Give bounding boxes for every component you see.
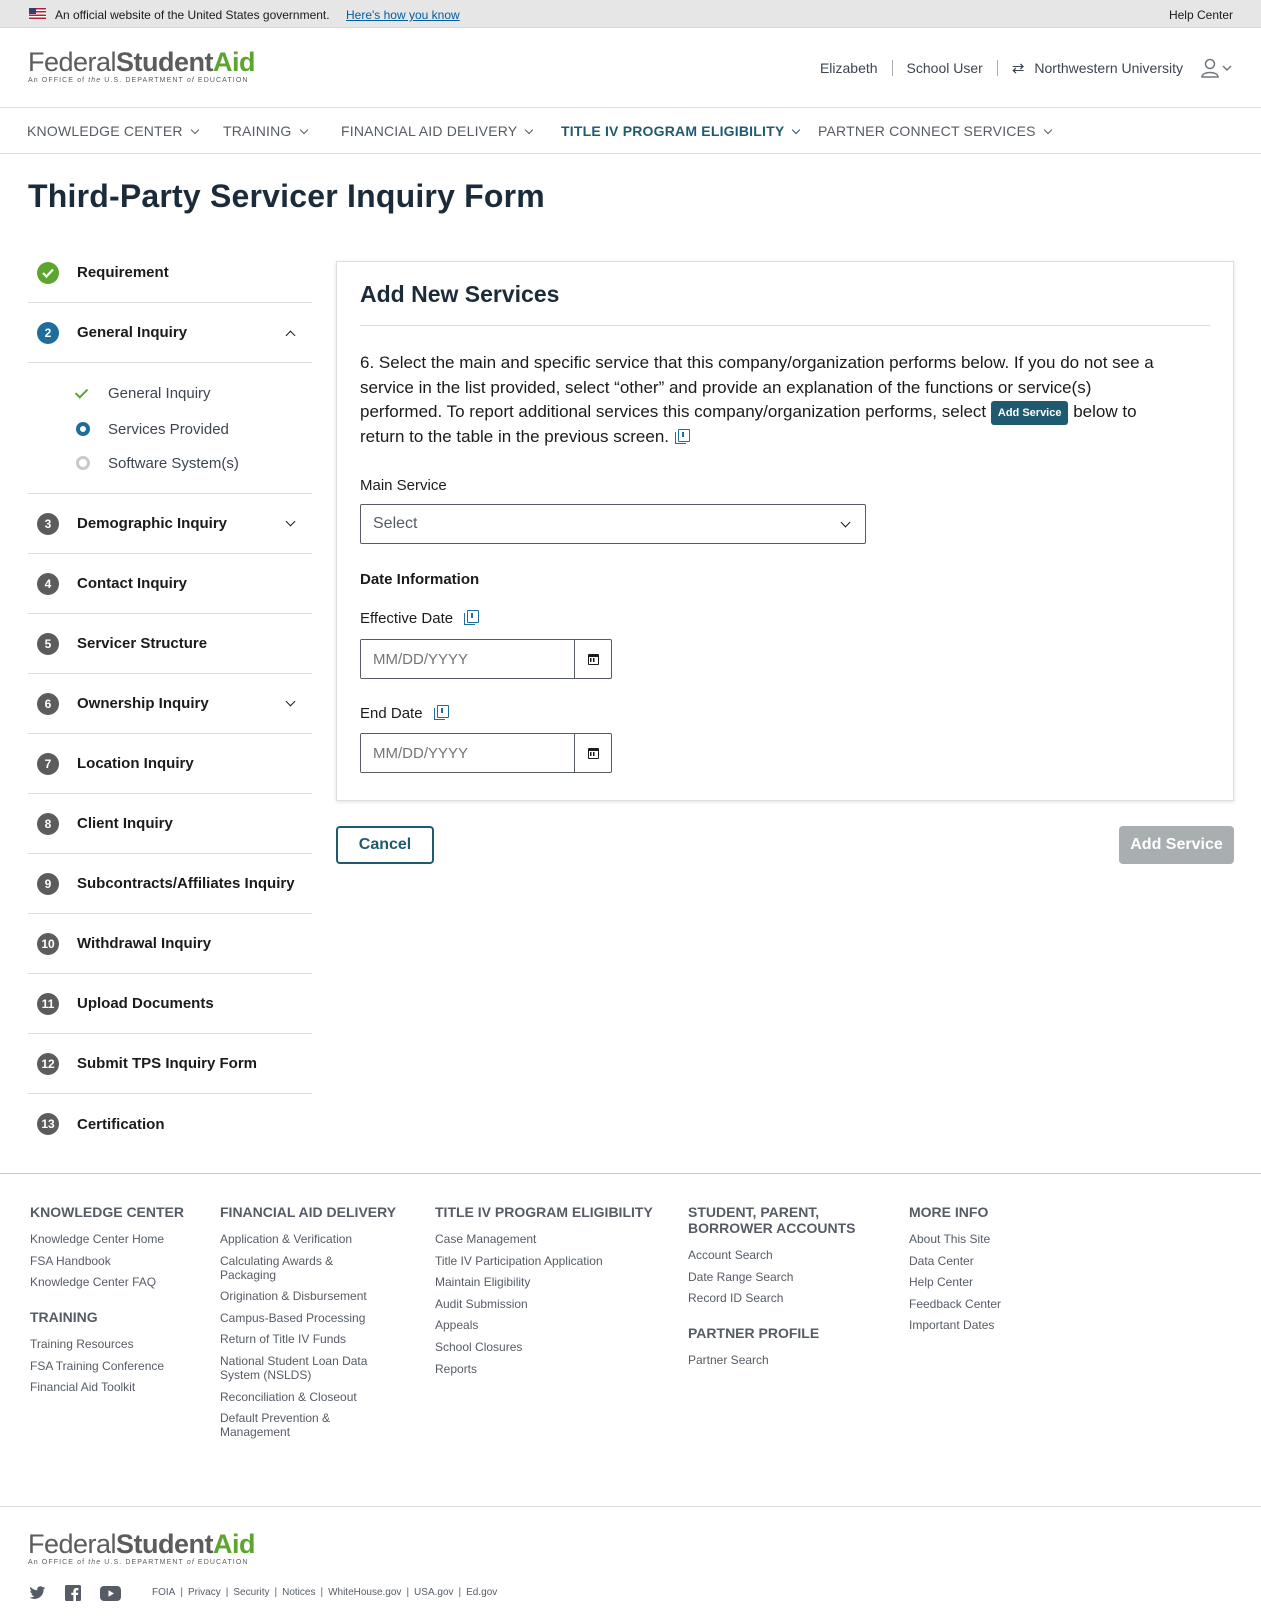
step-upload-documents[interactable] — [28, 974, 312, 1034]
info-icon[interactable] — [434, 705, 448, 719]
step-number: 7 — [37, 753, 59, 775]
add-services-card — [336, 261, 1234, 801]
end-date-input[interactable] — [361, 734, 575, 772]
footer-link[interactable]: Account Search — [688, 1248, 773, 1262]
substep-services-provided[interactable] — [28, 411, 312, 447]
footer-link[interactable]: Reconciliation & Closeout — [220, 1389, 357, 1404]
logo-aid-text: Aid — [213, 1529, 256, 1559]
chevron-down-icon — [841, 518, 851, 528]
select-value: Select — [373, 515, 418, 532]
privacy-link[interactable]: Privacy — [187, 1587, 221, 1598]
chevron-up-icon[interactable] — [286, 331, 296, 341]
heres-how-you-know-link[interactable]: Here's how you know — [346, 8, 460, 22]
footer-heading: TRAINING — [30, 1309, 98, 1326]
footer-link[interactable]: Knowledge Center FAQ — [30, 1275, 157, 1290]
separator: | — [406, 1587, 410, 1598]
main-nav — [0, 108, 1261, 154]
gov-banner — [0, 0, 1261, 28]
question-text-part: below to return to the table in the previous screen. — [360, 402, 1137, 446]
step-number: 2 — [37, 322, 59, 344]
footer-link[interactable]: Title IV Participation Application — [435, 1253, 603, 1268]
notices-link[interactable]: Notices — [282, 1587, 316, 1598]
whitehouse-link[interactable]: WhiteHouse.gov — [328, 1587, 402, 1598]
step-location-inquiry[interactable] — [28, 734, 312, 794]
foia-link[interactable]: FOIA — [152, 1587, 176, 1598]
pending-step-icon — [76, 456, 90, 470]
step-number: 12 — [37, 1053, 59, 1075]
end-date-label: End Date — [360, 705, 448, 722]
logo-aid-text: Aid — [213, 47, 256, 77]
divider — [997, 60, 998, 76]
step-requirement[interactable] — [28, 243, 312, 303]
footer-link[interactable]: Origination & Disbursement — [220, 1289, 367, 1304]
step-contact-inquiry[interactable] — [28, 554, 312, 614]
footer-fsa-logo[interactable] — [28, 1530, 255, 1566]
step-label: Ownership Inquiry — [77, 695, 209, 712]
step-general-inquiry[interactable] — [28, 303, 312, 363]
nav-title-iv-program-eligibility[interactable]: TITLE IV PROGRAM ELIGIBILITY — [561, 123, 799, 139]
footer-col-accounts — [688, 1204, 868, 1379]
step-demographic-inquiry[interactable] — [28, 494, 312, 554]
footer-link[interactable]: Partner Search — [688, 1353, 769, 1368]
step-label: General Inquiry — [77, 324, 188, 341]
substep-label: Software System(s) — [108, 454, 239, 472]
step-number: 13 — [37, 1113, 59, 1135]
effective-date-field — [360, 639, 612, 679]
gov-banner-text: An official website of the United States government. — [55, 8, 330, 22]
footer-link[interactable]: School Closures — [435, 1339, 523, 1354]
step-number: 8 — [37, 813, 59, 835]
step-label: Withdrawal Inquiry — [77, 935, 212, 952]
user-role: School User — [906, 60, 983, 76]
footer-col-title-iv — [435, 1204, 665, 1383]
info-icon[interactable] — [464, 610, 478, 624]
end-date-field — [360, 733, 612, 773]
footer-link[interactable]: About This Site — [909, 1232, 991, 1246]
chevron-down-icon — [190, 126, 198, 134]
effective-date-label: Effective Date — [360, 610, 478, 627]
step-servicer-structure[interactable] — [28, 614, 312, 674]
footer-col-fad — [220, 1204, 397, 1447]
footer-link[interactable]: FSA Training Conference — [30, 1358, 165, 1373]
ed-gov-link[interactable]: Ed.gov — [466, 1587, 498, 1598]
substep-software-systems[interactable] — [28, 447, 312, 479]
step-number: 10 — [37, 933, 59, 955]
help-center-link[interactable]: Help Center — [1168, 8, 1233, 22]
logo-subtitle: An OFFICE of the U.S. DEPARTMENT of EDUCATION — [28, 77, 249, 84]
chevron-down-icon — [299, 126, 307, 134]
substep-label: General Inquiry — [108, 384, 211, 402]
site-header — [0, 28, 1261, 108]
question-text — [360, 351, 1160, 450]
security-link[interactable]: Security — [233, 1587, 270, 1598]
youtube-icon[interactable] — [100, 1586, 121, 1601]
step-certification[interactable] — [28, 1094, 312, 1154]
footer-bottom — [0, 1506, 1261, 1620]
step-subcontracts-affiliates[interactable] — [28, 854, 312, 914]
user-name: Elizabeth — [819, 60, 878, 76]
general-inquiry-substeps — [28, 363, 312, 494]
footer-link[interactable]: Application & Verification — [220, 1232, 353, 1246]
logo-federal-text: Federal — [28, 47, 117, 77]
fsa-logo[interactable] — [28, 48, 255, 84]
date-information-heading: Date Information — [360, 571, 480, 588]
calendar-icon — [588, 748, 599, 759]
footer-heading: KNOWLEDGE CENTER — [30, 1204, 184, 1220]
nav-knowledge-center[interactable]: KNOWLEDGE CENTER — [27, 123, 198, 139]
separator: | — [274, 1587, 278, 1598]
current-step-icon — [76, 422, 90, 436]
step-sidebar — [28, 243, 312, 1154]
step-label: Contact Inquiry — [77, 575, 188, 592]
chevron-down-icon — [1221, 64, 1233, 72]
divider — [360, 325, 1210, 326]
step-label: Location Inquiry — [77, 755, 194, 772]
twitter-icon[interactable] — [29, 1586, 46, 1600]
divider — [892, 60, 893, 76]
chevron-down-icon[interactable] — [286, 697, 296, 707]
chevron-down-icon — [792, 126, 800, 134]
footer-link[interactable]: Record ID Search — [688, 1291, 784, 1306]
separator: | — [180, 1587, 183, 1598]
cancel-button[interactable]: Cancel — [336, 826, 434, 864]
footer-col-knowledge — [30, 1204, 200, 1406]
footer-link[interactable]: Default Prevention & Management — [220, 1411, 331, 1440]
step-number: 3 — [37, 513, 59, 535]
footer-link[interactable]: Case Management — [435, 1232, 537, 1246]
footer-link[interactable]: Return of Title IV Funds — [220, 1332, 347, 1347]
step-label: Subcontracts/Affiliates Inquiry — [77, 875, 295, 892]
footer-link[interactable]: Maintain Eligibility — [435, 1275, 531, 1290]
footer-link[interactable]: Data Center — [909, 1253, 974, 1268]
main-service-select[interactable] — [360, 504, 866, 544]
us-flag-icon — [29, 8, 46, 19]
step-ownership-inquiry[interactable] — [28, 674, 312, 734]
user-nav — [820, 58, 1233, 78]
logo-federal-text: Federal — [28, 1529, 117, 1559]
step-label: Client Inquiry — [77, 815, 173, 832]
step-label: Upload Documents — [77, 995, 214, 1012]
footer-heading: MORE INFO — [909, 1204, 989, 1220]
switch-school-icon[interactable]: ⇄ — [1011, 60, 1025, 77]
logo-student-text: Student — [116, 1529, 214, 1559]
step-withdrawal-inquiry[interactable] — [28, 914, 312, 974]
footer-link[interactable]: Campus-Based Processing — [220, 1310, 366, 1325]
chevron-down-icon — [1043, 126, 1051, 134]
step-client-inquiry[interactable] — [28, 794, 312, 854]
nav-partner-connect-services[interactable]: PARTNER CONNECT SERVICES — [818, 123, 1051, 139]
chevron-down-icon — [525, 126, 533, 134]
card-title: Add New Services — [360, 281, 560, 307]
step-submit-tps[interactable] — [28, 1034, 312, 1094]
footer-link[interactable]: Financial Aid Toolkit — [30, 1380, 136, 1395]
footer-heading: STUDENT, PARENT, BORROWER ACCOUNTS — [688, 1204, 856, 1236]
calendar-icon — [588, 654, 599, 665]
chevron-down-icon[interactable] — [286, 517, 296, 527]
footer-link[interactable]: Training Resources — [30, 1337, 134, 1352]
substep-general-inquiry[interactable] — [28, 375, 312, 411]
footer-link[interactable]: Reports — [435, 1361, 478, 1376]
info-icon[interactable] — [675, 429, 689, 443]
separator: | — [458, 1587, 462, 1598]
footer-link[interactable]: Knowledge Center Home — [30, 1232, 165, 1246]
inline-add-service-button[interactable]: Add Service — [991, 401, 1069, 425]
legal-links — [152, 1587, 497, 1598]
logo-subtitle: An OFFICE of the U.S. DEPARTMENT of EDUCATION — [28, 1559, 249, 1566]
main-service-label: Main Service — [360, 477, 447, 494]
step-label: Demographic Inquiry — [77, 515, 228, 532]
step-number: 9 — [37, 873, 59, 895]
separator: | — [225, 1587, 229, 1598]
add-service-button[interactable]: Add Service — [1119, 826, 1234, 864]
calendar-button[interactable] — [575, 640, 611, 678]
step-label: Requirement — [77, 264, 169, 281]
step-number: 11 — [37, 993, 59, 1015]
check-circle-icon — [37, 262, 59, 284]
footer-link[interactable]: Important Dates — [909, 1318, 995, 1333]
footer-heading: FINANCIAL AID DELIVERY — [220, 1204, 397, 1220]
effective-date-input[interactable] — [361, 640, 575, 678]
step-label: Submit TPS Inquiry Form — [77, 1055, 258, 1072]
step-number: 6 — [37, 693, 59, 715]
logo-student-text: Student — [116, 47, 214, 77]
site-footer — [0, 1173, 1261, 1620]
nav-training[interactable]: TRAINING — [223, 123, 307, 139]
facebook-icon[interactable] — [65, 1585, 81, 1601]
user-menu-button[interactable] — [1201, 58, 1233, 78]
page-title: Third-Party Servicer Inquiry Form — [28, 178, 545, 214]
social-links — [29, 1585, 140, 1601]
usa-gov-link[interactable]: USA.gov — [414, 1587, 454, 1598]
school-switcher[interactable]: Northwestern University — [1034, 60, 1183, 76]
footer-link[interactable]: Appeals — [435, 1318, 479, 1333]
separator: | — [320, 1587, 324, 1598]
footer-link[interactable]: Audit Submission — [435, 1296, 528, 1311]
footer-heading: PARTNER PROFILE — [688, 1325, 820, 1342]
footer-link[interactable]: Feedback Center — [909, 1296, 1002, 1311]
footer-link[interactable]: FSA Handbook — [30, 1253, 111, 1268]
step-label: Servicer Structure — [77, 635, 208, 652]
footer-link[interactable]: Help Center — [909, 1275, 974, 1290]
user-icon — [1201, 58, 1219, 78]
footer-link[interactable]: Calculating Awards & Packaging — [220, 1253, 334, 1282]
nav-financial-aid-delivery[interactable]: FINANCIAL AID DELIVERY — [341, 123, 532, 139]
substep-label: Services Provided — [108, 420, 229, 438]
footer-col-more-info — [909, 1204, 1059, 1340]
footer-link[interactable]: National Student Loan Data System (NSLDS) — [220, 1353, 368, 1382]
check-icon — [75, 385, 88, 398]
step-number: 5 — [37, 633, 59, 655]
footer-heading: TITLE IV PROGRAM ELIGIBILITY — [435, 1204, 653, 1220]
step-number: 4 — [37, 573, 59, 595]
footer-link[interactable]: Date Range Search — [688, 1269, 794, 1284]
step-label: Certification — [77, 1115, 165, 1133]
question-text-part: 6. Select the main and specific service that this company/organization performs below. If you do not see a service in the list provided, select “other” and provide an explanation of the functions or service(s) performed. To report additional services this company/organization performs, select — [360, 353, 1154, 421]
calendar-button[interactable] — [575, 734, 611, 772]
